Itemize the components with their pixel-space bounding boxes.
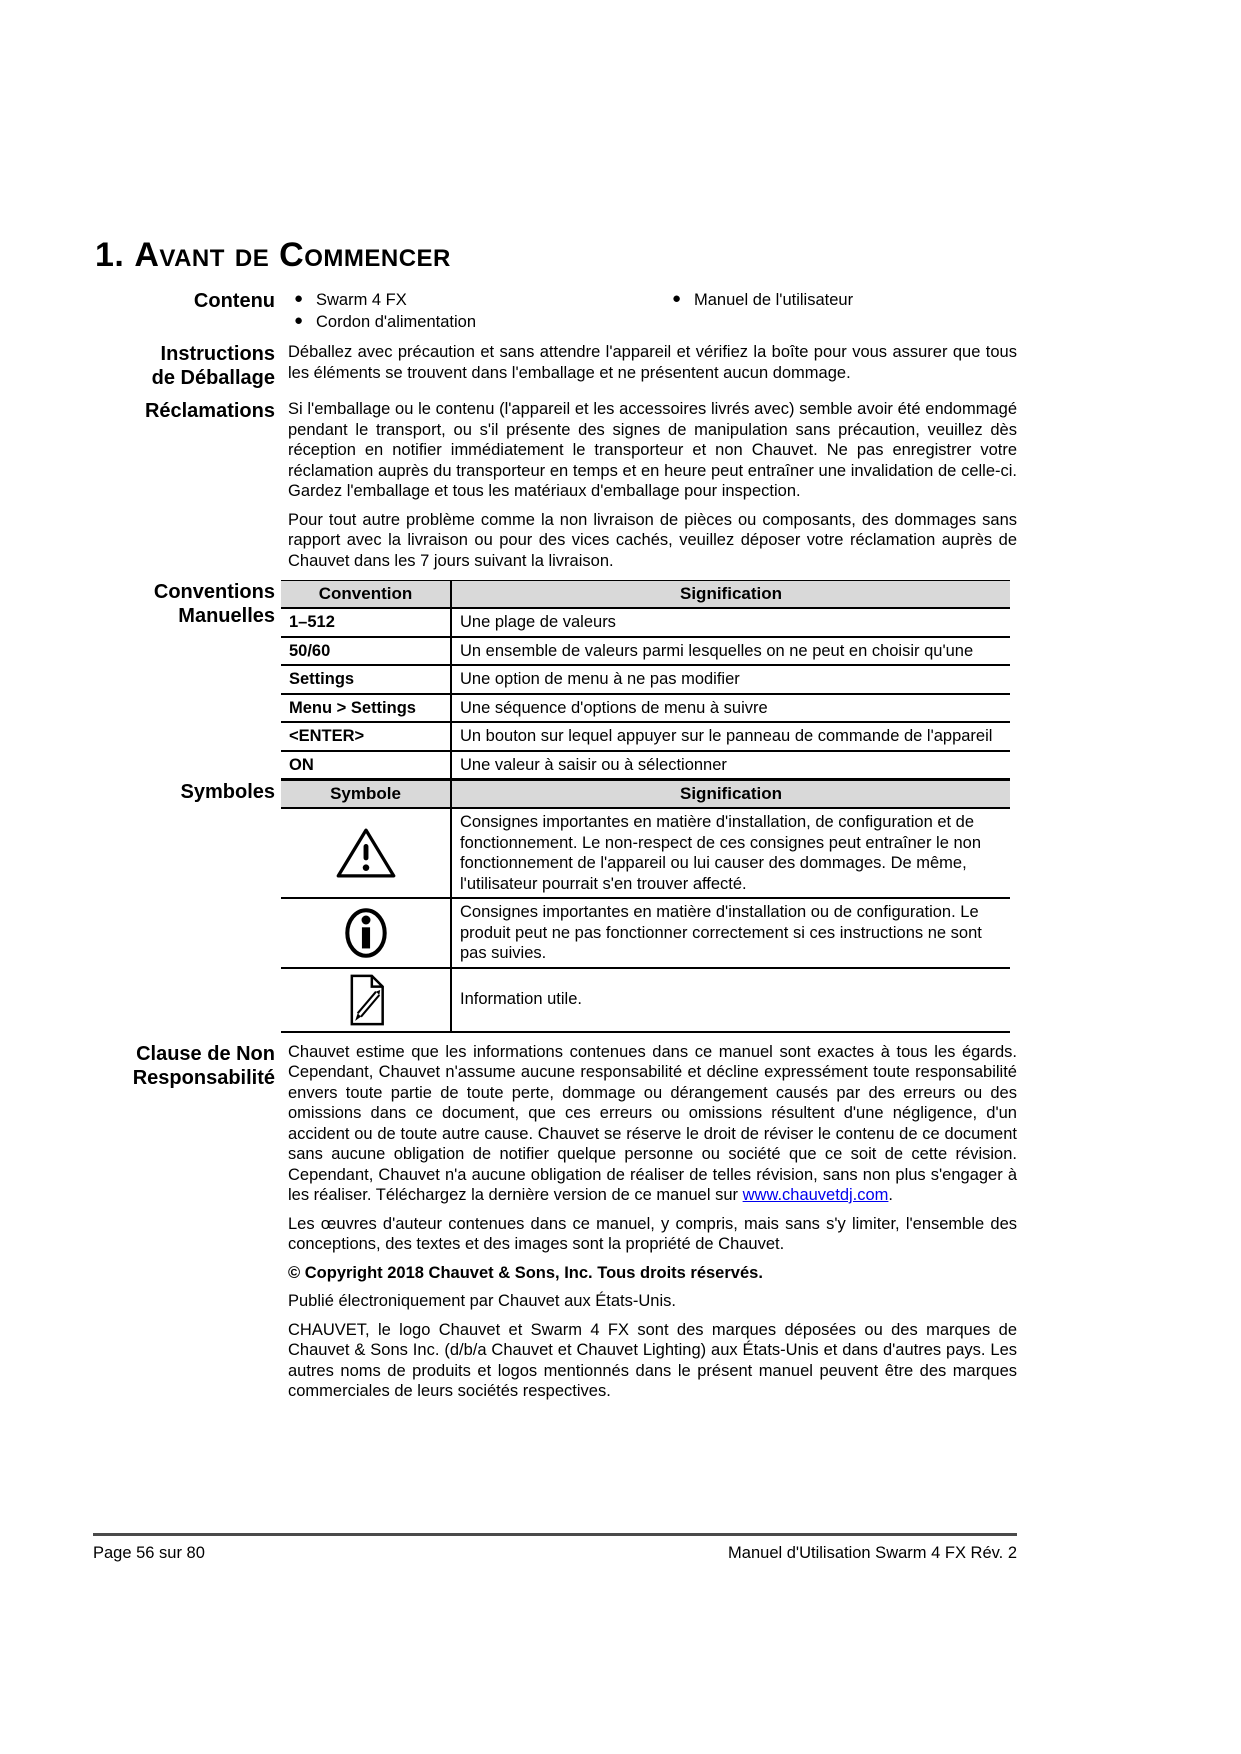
trademark-paragraph: CHAUVET, le logo Chauvet et Swarm 4 FX sont des marques déposées ou des marques de Chauvet & Sons Inc. (d/b/a Chauvet et Chauvet Lighting) aux États-Unis et dans d'autres pays. Les autres noms de produits et logos mentionnés dans le présent manuel peuvent être des marques commerciales de leurs sociétés respectives.: [288, 1320, 1017, 1400]
section-label-clause: Clause de Non Responsabilité: [132, 1042, 275, 1089]
page-title: [95, 236, 1017, 275]
paragraph: Si l'emballage ou le contenu (l'appareil et les accessoires livrés avec) semble avoir été endommagé pendant le transport, ou s'il présente des signes de manipulation sans précaution, veuillez dès réception en notifier immédiatement le transporteur et non Chauvet. Ne pas enregistrer votre réclamation auprès du transporteur en temps et en heure peut entraîner une invalidation de celle-ci. Gardez l'emballage et tous les matériaux d'emballage pour inspection.: [288, 400, 1017, 500]
reclamations-body: [288, 399, 1017, 571]
conventions-table: [281, 580, 1010, 780]
bullet-icon: ●: [294, 290, 304, 307]
signification-cell: Consignes importantes en matière d'installation, de configuration et de fonctionnement. Le non-respect de ces consignes peut entraîner le non fonctionnement de l'appareil ou lui causer des dommages. De même, l'utilisateur pourrait s'en trouver affecté.: [451, 808, 1010, 898]
signification-cell: Un ensemble de valeurs parmi lesquelles on ne peut en choisir qu'une: [451, 637, 1010, 666]
footer-page-number: Page 56 sur 80: [93, 1544, 205, 1562]
page-footer: [93, 1533, 1017, 1563]
list-item: [288, 289, 666, 311]
signification-cell: Une option de menu à ne pas modifier: [451, 665, 1010, 694]
table-row: [281, 665, 1010, 694]
contenu-body: [288, 289, 1017, 333]
contenu-list-left: [288, 289, 666, 333]
conventions-body: [288, 580, 1017, 780]
title-text: Avant de Commencer: [134, 236, 451, 274]
paragraph: Pour tout autre problème comme la non livraison de pièces ou composants, des dommages sans rapport avec la livraison ou pour des vices cachés, veuillez déposer votre réclamation auprès de Chauvet dans les 7 jours suivant la livraison.: [288, 510, 1017, 570]
table-row: [281, 751, 1010, 780]
convention-cell: Settings: [281, 665, 451, 694]
symboles-body: [288, 780, 1017, 1033]
signification-cell: Consignes importantes en matière d'installation ou de configuration. Le produit peut ne pas fonctionner correctement si ces instructions ne sont pas suivies.: [451, 898, 1010, 968]
warning-triangle-icon: [335, 843, 397, 861]
section-label-conventions: Conventions Manuelles: [153, 581, 275, 627]
section-symboles: [95, 780, 1017, 1033]
convention-cell: ON: [281, 751, 451, 780]
column-header-symbole: Symbole: [281, 781, 451, 809]
table-row: [281, 694, 1010, 723]
contenu-list-right: [666, 289, 853, 311]
table-row: [281, 808, 1010, 898]
list-item-text: Swarm 4 FX: [316, 291, 407, 309]
section-label-instructions: Instructions de Déballage: [151, 343, 275, 389]
section-contenu: [95, 289, 1017, 333]
column-header-signification: Signification: [451, 581, 1010, 609]
convention-cell: Menu > Settings: [281, 694, 451, 723]
published-line: Publié électroniquement par Chauvet aux États-Unis.: [288, 1292, 676, 1310]
table-header-row: [281, 581, 1010, 609]
list-item-text: Cordon d'alimentation: [316, 313, 476, 331]
copyright-line: © Copyright 2018 Chauvet & Sons, Inc. Tous droits réservés.: [288, 1263, 763, 1282]
note-pencil-icon: [346, 990, 386, 1008]
table-row: [281, 898, 1010, 968]
paragraph: Chauvet estime que les informations contenues dans ce manuel sont exactes à tous les égards. Cependant, Chauvet n'assume aucune responsabilité et décline expressément toute responsabilité envers toute partie de toute perte, dommage ou dérangement causés par des erreurs ou des omissions dans ce document, que ces erreurs ou omissions résultent d'une négligence, d'un accident ou de toute autre cause. Chauvet se réserve le droit de réviser le contenu de ce document sans aucune obligation de notifier quelque personne ou société que ce soit de cette révision. Cependant, Chauvet n'a aucune obligation de réaliser de telles révision, sans non plus s'engager à les réaliser. Téléchargez la dernière version de ce manuel sur www.chauvetdj.com.: [288, 1042, 1017, 1204]
signification-cell: Une valeur à saisir ou à sélectionner: [451, 751, 1010, 780]
section-label-reclamations: Réclamations: [144, 400, 275, 422]
section-label-contenu: Contenu: [193, 290, 275, 312]
table-header-row: [281, 781, 1010, 809]
chauvetdj-link[interactable]: www.chauvetdj.com: [742, 1186, 889, 1204]
title-number: 1.: [95, 236, 135, 274]
signification-cell: Une séquence d'options de menu à suivre: [451, 694, 1010, 723]
column-header-convention: Convention: [281, 581, 451, 609]
table-row: [281, 637, 1010, 666]
section-clause: [95, 1042, 1017, 1402]
clause-body: [288, 1042, 1017, 1402]
convention-cell: 50/60: [281, 637, 451, 666]
table-row: [281, 608, 1010, 637]
signification-cell: Information utile.: [451, 968, 1010, 1032]
signification-cell: Une plage de valeurs: [451, 608, 1010, 637]
paragraph: Déballez avec précaution et sans attendre l'appareil et vérifiez la boîte pour vous assurer que tous les éléments se trouvent dans l'emballage et ne présentent aucun dommage.: [288, 343, 1017, 382]
bullet-icon: ●: [672, 290, 682, 307]
signification-cell: Un bouton sur lequel appuyer sur le panneau de commande de l'appareil: [451, 722, 1010, 751]
column-header-signification: Signification: [451, 781, 1010, 809]
paragraph: Les œuvres d'auteur contenues dans ce manuel, y compris, mais sans s'y limiter, l'ensemble des conceptions, des textes et des images sont la propriété de Chauvet.: [288, 1214, 1017, 1253]
section-label-symboles: Symboles: [180, 781, 275, 803]
footer-doc-title: Manuel d'Utilisation Swarm 4 FX Rév. 2: [728, 1544, 1017, 1562]
list-item: [666, 289, 853, 311]
symboles-table: [281, 780, 1010, 1033]
list-item: [288, 311, 666, 333]
section-instructions: [95, 342, 1017, 390]
table-row: [281, 722, 1010, 751]
section-conventions: [95, 580, 1017, 780]
section-reclamations: [95, 399, 1017, 571]
convention-cell: <ENTER>: [281, 722, 451, 751]
page-content: [95, 236, 1017, 1411]
bullet-icon: ●: [294, 312, 304, 329]
convention-cell: 1–512: [281, 608, 451, 637]
info-circle-icon: [344, 923, 388, 941]
list-item-text: Manuel de l'utilisateur: [694, 291, 854, 309]
instructions-body: [288, 342, 1017, 390]
table-row: [281, 968, 1010, 1032]
